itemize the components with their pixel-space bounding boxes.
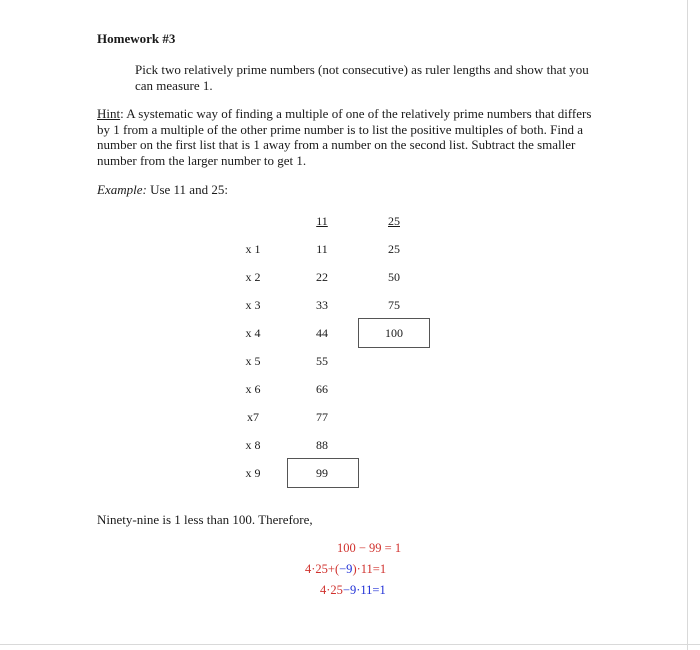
conclusion-text: Ninety-nine is 1 less than 100. Therefore,: [97, 512, 313, 527]
multiple-of-11: 44: [316, 326, 328, 340]
multiple-of-25: 25: [388, 242, 400, 256]
multiplier-label: x7: [247, 410, 259, 424]
multiple-of-11: 22: [316, 270, 328, 284]
multiple-of-11-highlighted: 99: [316, 466, 328, 480]
equation-line-3-part-3: ·11=1: [356, 583, 386, 597]
example-text: Use 11 and 25:: [146, 182, 228, 197]
header-25: 25: [388, 214, 400, 228]
header-11: 11: [316, 214, 328, 228]
page-bottom-border: [0, 644, 700, 645]
multiplier-label: x 8: [245, 438, 261, 452]
equation-line-2-part-1: 4·25+(: [305, 562, 340, 576]
equation-line-2-part-3: )·11=1: [352, 562, 387, 576]
multiplier-label: x 6: [245, 382, 261, 396]
multiple-of-25-highlighted: 100: [385, 326, 403, 340]
multiple-of-11: 55: [316, 354, 328, 368]
multiplier-label: x 4: [245, 326, 261, 340]
problem-statement: Pick two relatively prime numbers (not consecutive) as ruler lengths and show that you can measure 1.: [135, 62, 589, 93]
multiple-of-11: 11: [316, 242, 328, 256]
example-line: [97, 182, 228, 198]
multiple-of-11: 33: [316, 298, 328, 312]
hint-paragraph: [97, 106, 607, 168]
equation-line-3-part-1: 4·25: [320, 583, 343, 597]
multiple-of-25: 75: [388, 298, 400, 312]
multiple-of-11: 66: [316, 382, 328, 396]
multiple-of-11: 77: [316, 410, 328, 424]
equation-line-3: [320, 583, 386, 598]
multiplier-label: x 5: [245, 354, 261, 368]
example-label: Example:: [97, 182, 147, 197]
multiplier-label: x 2: [245, 270, 261, 284]
equation-line-3-part-2: −9: [342, 583, 357, 597]
hint-text: : A systematic way of finding a multiple of one of the relatively prime numbers that differs by 1 from a multiple of the other prime number is to list the positive multiples of both. Find a number on the first list that is 1 away from a number on the second list. Subtract the smaller number from the larger number to get 1.: [97, 106, 592, 168]
hint-label: Hint: [97, 106, 121, 121]
multiplier-label: x 3: [245, 298, 261, 312]
equation-line-1: 100 − 99 = 1: [337, 541, 402, 555]
multiplier-label: x 9: [245, 466, 261, 480]
multiple-of-25: 50: [388, 270, 400, 284]
equation-line-2-part-2: −9: [339, 562, 353, 576]
equation-line-2: [305, 562, 386, 577]
page-right-border: [687, 0, 688, 650]
multiple-of-11: 88: [316, 438, 328, 452]
multiplier-label: x 1: [245, 242, 261, 256]
homework-title: Homework #3: [97, 31, 176, 46]
